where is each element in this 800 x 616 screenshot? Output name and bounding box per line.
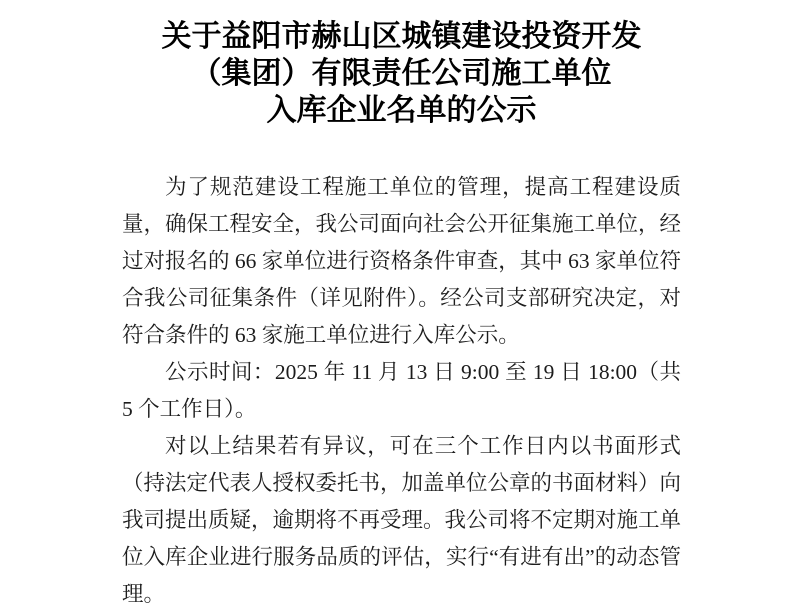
- paragraph-intro: 为了规范建设工程施工单位的管理，提高工程建设质量，确保工程安全，我公司面向社会公开征集施工单位，经过对报名的 66 家单位进行资格条件审查，其中 63 家单位符合我公司征集条件（详见附件）。经公司支部研究决定，对符合条件的 63 家施工单位进行入库公示。: [122, 175, 682, 347]
- notice-title-line-3: 入库企业名单的公示: [266, 94, 537, 127]
- notice-title-line-2: （集团）有限责任公司施工单位: [191, 57, 612, 90]
- notice-title: [122, 18, 681, 129]
- paragraph-objection-procedure: 对以上结果若有异议，可在三个工作日内以书面形式（持法定代表人授权委托书，加盖单位公章的书面材料）向我司提出质疑，逾期将不再受理。我公司将不定期对施工单位入库企业进行服务品质的评估，实行“有进有出”的动态管理。: [122, 434, 682, 606]
- paragraph-publicity-period: 公示时间：2025 年 11 月 13 日 9:00 至 19 日 18:00（共 5 个工作日）。: [122, 360, 681, 421]
- notice-title-line-1: 关于益阳市赫山区城镇建设投资开发: [161, 20, 642, 53]
- notice-body: [122, 169, 681, 613]
